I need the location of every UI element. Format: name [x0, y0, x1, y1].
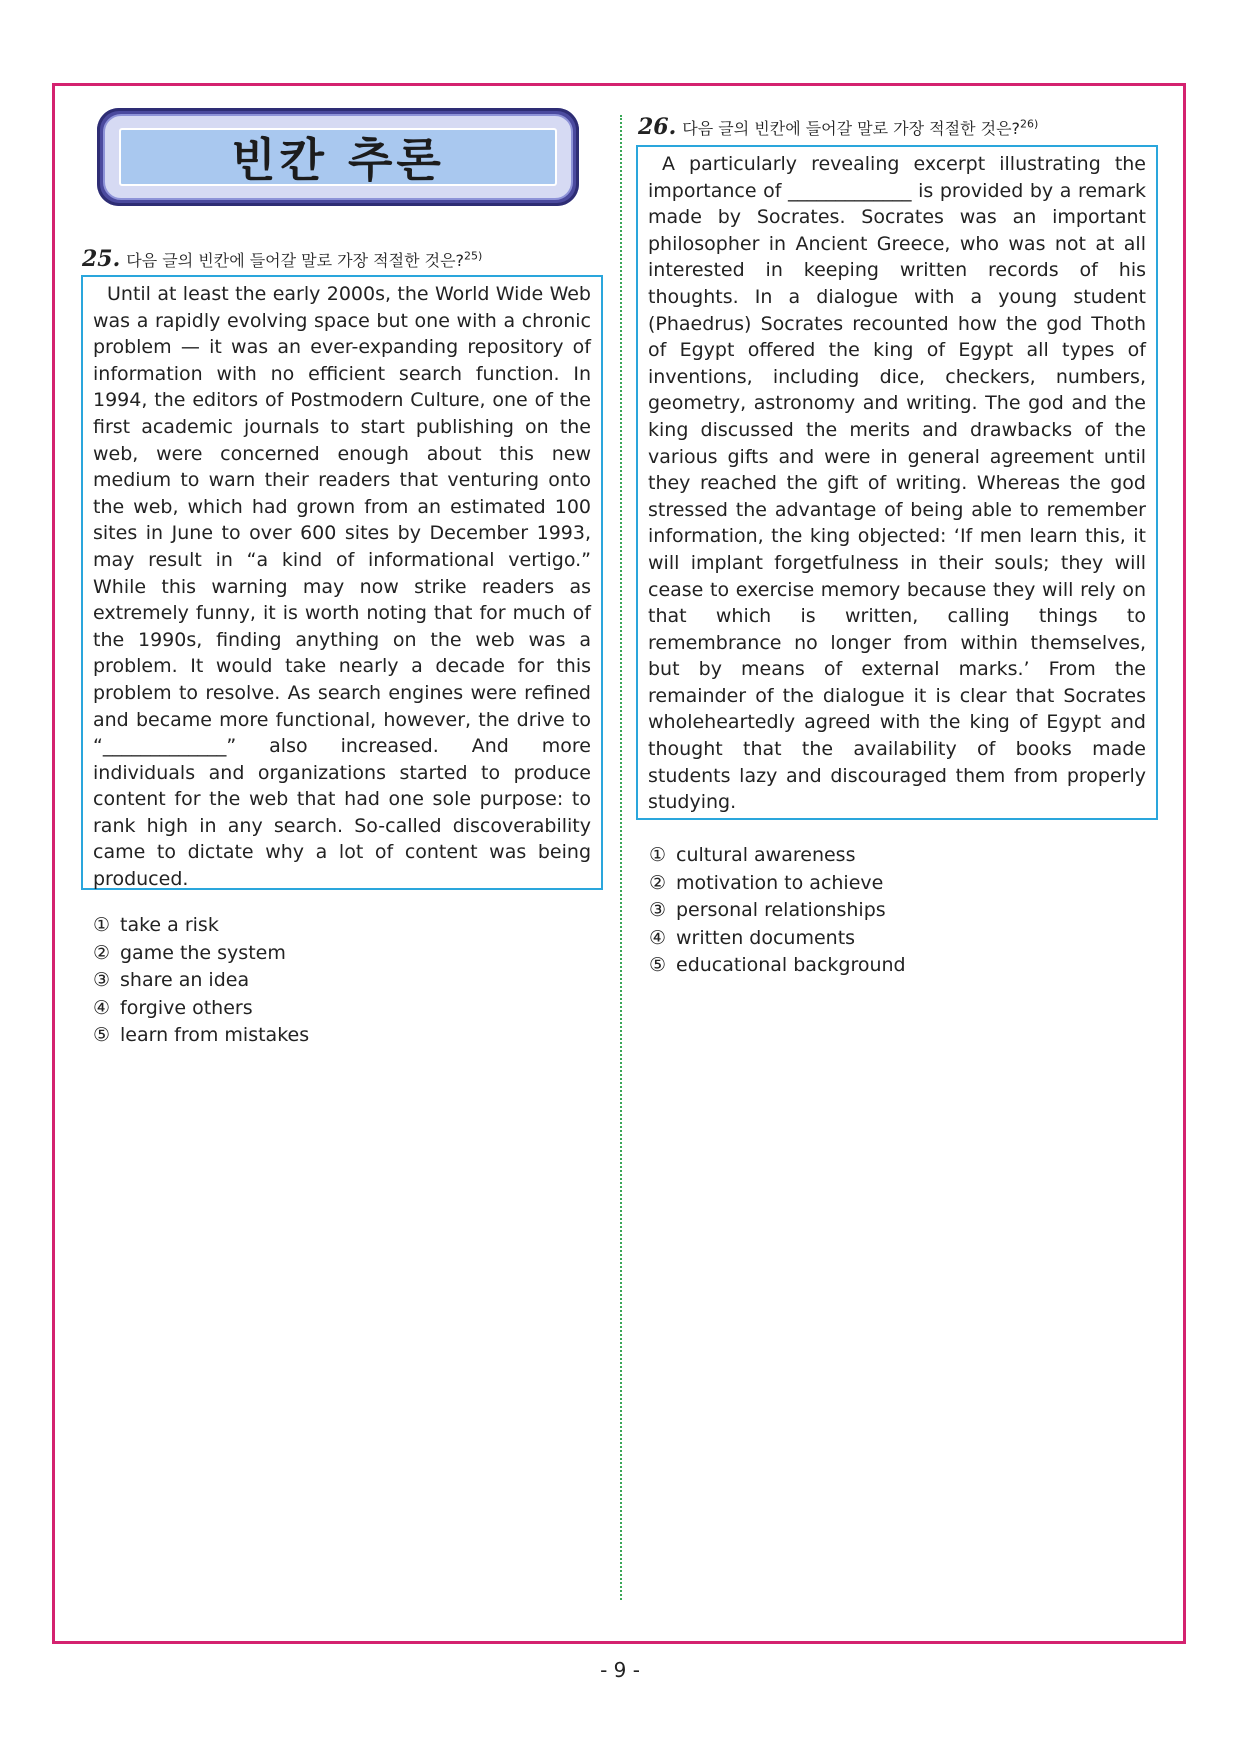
option-2[interactable]	[93, 940, 309, 968]
option-1[interactable]	[93, 912, 309, 940]
option-text: learn from mistakes	[120, 1024, 310, 1046]
question-number: 25.	[82, 246, 121, 272]
question-number: 26.	[638, 114, 677, 140]
option-mark: ④	[649, 926, 667, 949]
section-title: 빈칸 추론	[231, 133, 445, 187]
footnote-ref: 26)	[1020, 117, 1039, 131]
option-text: take a risk	[120, 914, 219, 936]
option-mark: ①	[649, 844, 667, 866]
option-text: forgive others	[120, 996, 253, 1019]
column-divider	[620, 115, 622, 1600]
section-title-banner	[97, 108, 579, 206]
option-3[interactable]	[93, 967, 309, 995]
option-mark: ④	[93, 996, 111, 1019]
option-mark: ③	[649, 899, 667, 921]
banner-inner	[119, 128, 557, 186]
option-mark: ③	[93, 969, 111, 991]
question-prompt: 다음 글의 빈칸에 들어갈 말로 가장 적절한 것은?	[682, 119, 1021, 138]
option-text: educational background	[676, 954, 906, 976]
question-25-header	[82, 246, 482, 272]
page-number: - 9 -	[600, 1658, 640, 1682]
question-prompt: 다음 글의 빈칸에 들어갈 말로 가장 적절한 것은?	[126, 251, 465, 270]
option-3[interactable]	[649, 897, 906, 925]
option-mark: ①	[93, 914, 111, 936]
question-26-options	[649, 842, 906, 980]
banner-border	[103, 114, 573, 200]
question-26-header	[638, 114, 1038, 140]
option-2[interactable]	[649, 870, 906, 898]
option-text: share an idea	[120, 969, 250, 991]
option-mark: ⑤	[649, 954, 667, 976]
option-mark: ⑤	[93, 1024, 111, 1046]
question-25-passage: Until at least the early 2000s, the World Wide Web was a rapidly evolving space but one with a chronic problem — it was an ever-expanding repository of information with no efficient search function. In 1994, the editors of Postmodern Culture, one of the first academic journals to start publishing on the web, were concerned enough about this new medium to warn their readers that venturing onto the web, which had grown from an estimated 100 sites in June to over 600 sites by December 1993, may result in “a kind of informational vertigo.” While this warning may now strike readers as extremely funny, it is worth noting that for much of the 1990s, finding anything on the web was a problem. It would take nearly a decade for this problem to resolve. As search engines were refined and became more functional, however, the drive to “_____________” also increased. And more individuals and organizations started to produce content for the web that had one sole purpose: to rank high in any search. So-called discoverability came to dictate why a lot of content was being produced.	[81, 275, 603, 890]
option-text: written documents	[676, 926, 856, 949]
question-26-passage: A particularly revealing excerpt illustrating the importance of _____________ is provided by a remark made by Socrates. Socrates was an important philosopher in Ancient Greece, who was not at all interested in keeping written records of his thoughts. In a dialogue with a young student (Phaedrus) Socrates recounted how the god Thoth of Egypt offered the king of Egypt all types of inventions, including dice, checkers, numbers, geometry, astronomy and writing. The god and the king discussed the merits and drawbacks of the various gifts and were in general agreement until they reached the gift of writing. Whereas the god stressed the advantage of being able to remember information, the king objected: ‘If men learn this, it will implant forgetfulness in their souls; they will cease to exercise memory because they will rely on that which is written, calling things to remembrance no longer from within themselves, but by means of external marks.’ From the remainder of the dialogue it is clear that Socrates wholeheartedly agreed with the king of Egypt and thought that the availability of books made students lazy and discouraged them from properly studying.	[636, 145, 1158, 820]
option-text: motivation to achieve	[676, 871, 884, 894]
option-4[interactable]	[649, 925, 906, 953]
option-mark: ②	[93, 941, 111, 964]
option-5[interactable]	[649, 952, 906, 980]
option-5[interactable]	[93, 1022, 309, 1050]
option-text: cultural awareness	[676, 844, 856, 866]
footnote-ref: 25)	[464, 249, 483, 263]
option-4[interactable]	[93, 995, 309, 1023]
option-text: game the system	[120, 941, 286, 964]
option-text: personal relationships	[676, 899, 886, 921]
option-mark: ②	[649, 871, 667, 894]
option-1[interactable]	[649, 842, 906, 870]
question-25-options	[93, 912, 309, 1050]
